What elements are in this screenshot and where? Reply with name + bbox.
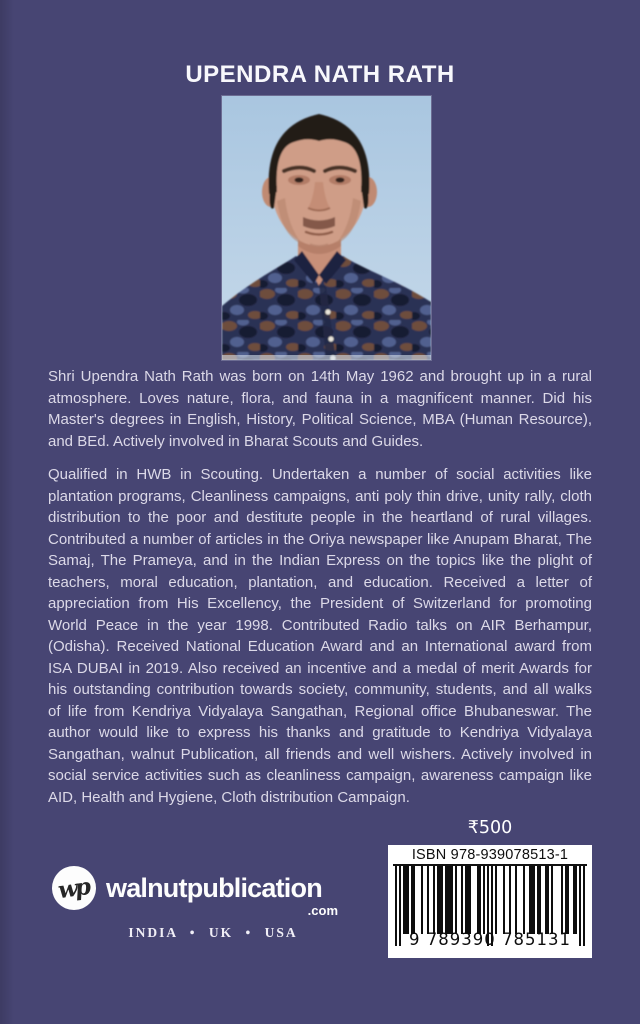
publisher-domain-suffix: .com xyxy=(307,903,338,918)
barcode-digits: 9 789390 785131 xyxy=(409,930,571,949)
isbn-number: ISBN 978-939078513-1 xyxy=(393,847,587,866)
bio-paragraph-2: Qualified in HWB in Scouting. Undertaken a number of social activities like plantation programs, Cleanliness campaigns, anti poly thin drive, unity rally, cloth distribution to the poor and destitute people in the heartland of rural villages. Contributed a number of articles in the Oriya newspaper like Anupam Bharat, The Samaj, The Prameya, and in the Indian Express on the topics like the plight of teachers, moral education, plantation, and education. Received a letter of appreciation from His Excellency, the President of Switzerland for promoting World Peace in the year 1998. Contributed Radio talks on AIR Berhampur, (Odisha). Received National Education Award and an International award from ISA DUBAI in 2019. Also received an incentive and a medal of merit Awards for his outstanding contribution towards society, community, students, and all walks of life from Kendriya Vidyalaya Sangathan, Regional office Bhubaneswar. The author would like to express his thanks and gratitude to Kendriya Vidyalaya Sangathan, walnut Publication, all friends and well wishers. Actively involved in social service activities such as cleanliness campaign, awareness campaign like AID, Health and Hygiene, Cloth distribution Campaign. xyxy=(48,466,592,806)
author-photo xyxy=(222,96,431,360)
monogram-letters: wp xyxy=(55,872,90,904)
walnut-publication-monogram-icon xyxy=(52,866,96,910)
author-portrait-illustration xyxy=(222,96,431,360)
author-bio xyxy=(48,366,592,808)
publisher-wordmark: walnutpublication xyxy=(106,872,322,903)
publisher-countries: INDIA • UK • USA xyxy=(128,925,298,940)
book-title: UPENDRA NATH RATH xyxy=(185,61,455,88)
publisher-logo xyxy=(52,866,352,941)
price-label: ₹500 xyxy=(467,818,513,838)
bio-paragraph-1: Shri Upendra Nath Rath was born on 14th May 1962 and brought up in a rural atmosphere. Loves nature, flora, and fauna in a magnificent manner. Did his Master's degrees in English, History, Political Science, MBA (Human Resource), and BEd. Actively involved in Bharat Scouts and Guides. xyxy=(48,368,592,450)
isbn-barcode-panel xyxy=(388,845,592,958)
spine-shadow xyxy=(0,0,14,1024)
